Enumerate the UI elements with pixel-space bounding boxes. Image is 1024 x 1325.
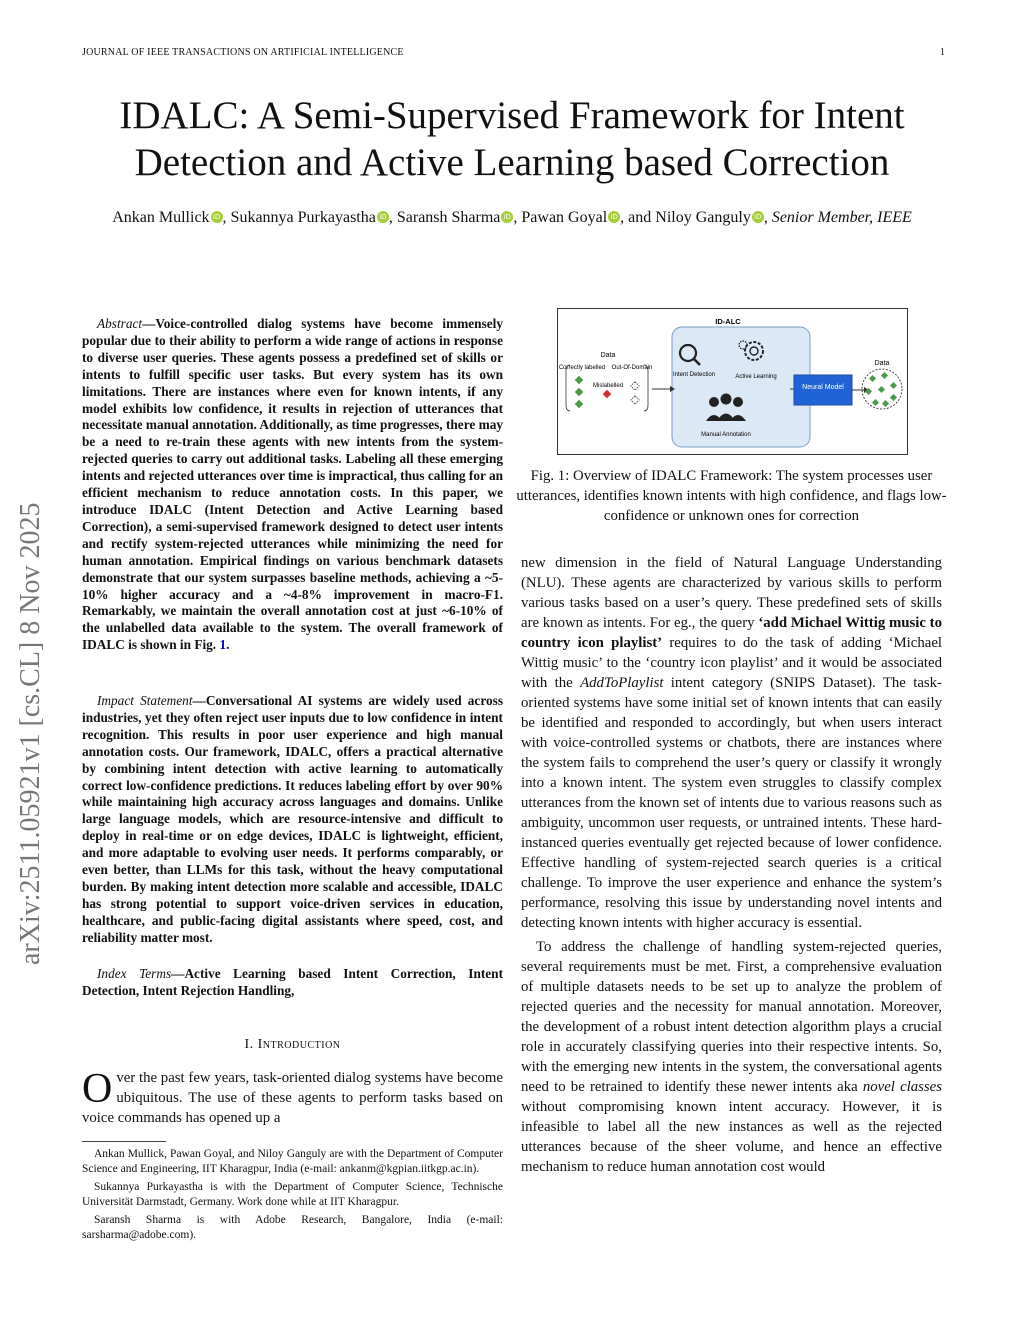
intent-name: AddToPlaylist — [580, 675, 664, 691]
orcid-icon[interactable]: iD — [608, 211, 620, 223]
author-name: Ankan Mullick — [112, 209, 210, 226]
right-column-text — [521, 553, 942, 1181]
paper-title: IDALC: A Semi-Supervised Framework for Intent Detection and Active Learning based Correction — [119, 94, 905, 184]
mislabelled-label: Mislabelled — [592, 383, 624, 389]
index-label: Index Terms — [97, 966, 172, 981]
ood-item-icon — [631, 396, 639, 404]
mislabelled-item-icon — [603, 390, 611, 398]
abstract-text: —Voice-controlled dialog systems have become immensely popular due to their ability to perform a wide range of actions in response to diverse user queries. These agents possess a predefined set of skills or intents to fulfill specific user tasks. But every system has its own limitations. There are instances where even for known intents, if any model exhibits low confidence, it results in rejection of utterances that necessitate manual annotation. Additionally, as time progresses, there may be a need to re-train these agents with new intents from the system-rejected queries to carry out additional tasks. Labeling all these emerging intents and rejected utterances over time is impractical, thus calling for an efficient mechanism to reduce annotation costs. In this paper, we introduce IDALC (Intent Detection and Active Learning based Correction), a semi-supervised framework designed to detect user intents and rectify system-rejected utterances while minimizing the need for human annotation. Empirical findings on various benchmark datasets demonstrate that our system surpasses baseline methods, achieving a ~5-10% higher accuracy and a ~4-8% improvement in macro-F1. Remarkably, we maintain the overall annotation cost at just ~6-10% of the unlabelled data available to the system. The overall framework of IDALC is shown in Fig. — [82, 316, 504, 653]
arxiv-stamp: arXiv:2511.05921v1 [cs.CL] 8 Nov 2025 — [15, 502, 46, 965]
people-icon — [709, 397, 719, 407]
orcid-icon[interactable]: iD — [211, 211, 223, 223]
novel-classes-term: novel classes — [862, 1079, 942, 1095]
right-bracket-icon — [644, 365, 648, 411]
impact-text: —Conversational AI systems are widely used across industries, yet they often reject user inputs due to low confidence in intent recognition. This results in poor user experience and high manual annotation costs. Our framework, IDALC, offers a practical alternative by combining intent detection with active learning to automatically correct low-confidence predictions. It reduces labeling effort by over 90% while maintaining high accuracy across languages and domains. Unlike large language models, which are resource-intensive and difficult to deploy in real-time or on edge devices, IDALC is lightweight, efficient, and more adaptable to evolving user needs. It performs comparably, or even better, than LLMs for this task, without the heavy computational burden. By making intent detection more scalable and accessible, IDALC has strong potential to support voice-driven services in education, healthcare, and public-facing digital assistants where speed, cost, and reliability matter most. — [82, 693, 503, 945]
idalc-header: ID-ALC — [715, 317, 741, 326]
figure-caption: Fig. 1: Overview of IDALC Framework: The system processes user utterances, identifies known intents with high confidence, and flags low-confidence or unknown ones for correction — [516, 468, 947, 524]
ood-item-icon — [631, 382, 639, 390]
manual-annotation-label: Manual Annotation — [701, 432, 751, 438]
index-text: —Active Learning based Intent Correction, Intent Detection, Intent Rejection Handling, — [82, 966, 503, 998]
author-name: Pawan Goyal — [521, 209, 608, 226]
author-suffix: , Senior Member, IEEE — [763, 209, 912, 226]
footnotes — [82, 1147, 503, 1246]
orcid-icon[interactable]: iD — [377, 211, 389, 223]
labelled-item-icon — [575, 388, 583, 396]
orcid-icon[interactable]: iD — [752, 211, 764, 223]
footnote: Ankan Mullick, Pawan Goyal, and Niloy Ganguly are with the Department of Computer Science and Engineering, IIT Kharagpur, India (e-mail: ankanm@kgpian.iitkgp.ac.in). — [82, 1148, 503, 1175]
section-heading: I. Introduction — [244, 1037, 341, 1052]
running-header: JOURNAL OF IEEE TRANSACTIONS ON ARTIFICIAL INTELLIGENCE — [82, 47, 404, 58]
neural-model-label: Neural Model — [802, 384, 844, 391]
index-terms — [82, 966, 503, 1000]
left-data-label: Data — [600, 352, 616, 359]
active-learning-label: Active Learning — [735, 374, 777, 380]
author-list: Ankan Mullick iD , Sukannya Purkayastha iD , Saransh Sharma iD , Pawan Goyal iD , and Niloy Ganguly iD , Senior Member, IEEE — [112, 209, 912, 226]
paragraph: To address the challenge of handling system-rejected queries, several requirements must be met. First, a comprehensive evaluation of multiple datasets needs to be set up to analyze the problem of rejected queries and the necessity for manual annotation. Moreover, the development of a robust intent detection algorithm plays a crucial role in accurately classifying queries into their respective intents. So, with the emerging new intents in the system, the conversational agents need to be retrained to identify these newer intents aka novel classes without compromising known intent accuracy. However, it is infeasible to label all the new instances as well as the rejected utterances because of the sheer volume, and hence an effective mechanism to reduce human annotation cost would — [521, 939, 942, 1175]
page-number: 1 — [940, 47, 945, 58]
author-name: Niloy Ganguly — [655, 209, 751, 226]
impact-statement — [82, 693, 503, 947]
out-of-domain-label: Out-Of-Domain — [611, 365, 653, 371]
correctly-labelled-label: Correctly labelled — [558, 365, 606, 371]
author-name: Saransh Sharma — [396, 209, 501, 226]
right-data-label: Data — [874, 360, 890, 367]
impact-label: Impact Statement — [97, 693, 193, 708]
footnote: Sukannya Purkayastha is with the Department of Computer Science, Technische Universität Darmstadt, Germany. Work done while at IIT Kharagpur. — [82, 1181, 503, 1208]
paragraph: new dimension in the field of Natural Language Understanding (NLU). These agents are characterized by various skills to perform various tasks based on a user’s query. These predefined sets of skills are known as intents. For eg., the query ‘add Michael Wittig music to country icon playlist’ requires to do the task of adding ‘Michael Wittig music’ to the ‘country icon playlist’ and it would be associated with the AddToPlaylist intent category (SNIPS Dataset). The task-oriented systems have some initial set of known intents that can easily be identified and responded to accordingly, but when users interact with voice-controlled systems or chatbots, there are instances where the system fails to comprehend the user’s query or classify it wrongly into a known intent. The system even struggles to classify complex utterances from the known set of intents due to various reasons such as ambiguity, uncommon user requests, or untrained intents. These hard-instanced queries eventually get rejected because of lower confidence. Effective handling of system-rejected search queries is a critical challenge. To improve the user experience and enhance the system’s performance, resolving this issue by understanding novel intents and detecting known intents with higher accuracy is essential. — [521, 555, 942, 931]
intent-detection-label: Intent Detection — [672, 372, 716, 378]
labelled-item-icon — [575, 400, 583, 408]
abstract-label: Abstract — [97, 316, 143, 331]
labelled-item-icon — [575, 376, 583, 384]
footnote-rule — [82, 1141, 166, 1142]
figure-1 — [557, 308, 908, 455]
left-bracket-icon — [566, 365, 570, 411]
author-name: Sukannya Purkayastha — [230, 209, 376, 226]
orcid-icon[interactable]: iD — [501, 211, 513, 223]
footnote: Saransh Sharma is with Adobe Research, Bangalore, India (e-mail: sarsharma@adobe.com). — [82, 1214, 503, 1241]
idalc-box — [672, 327, 810, 447]
example-query: ‘add Michael Wittig music to country icon playlist’ — [521, 615, 942, 651]
introduction-text: Over the past few years, task-oriented dialog systems have become ubiquitous. The use of these agents to perform tasks based on voice commands has opened up a — [82, 1066, 503, 1126]
abstract: Abstract—Voice-controlled dialog systems have become immensely popular due to their ability to perform a wide range of actions in response to diverse user queries. These agents possess a predefined set of skills or intents to fulfill specific user tasks. But every system has its own limitations. There are instances where even for known intents, if any model exhibits low confidence, it results in rejection of utterances that necessitate manual annotation. Additionally, as time progresses, there may be a need to re-train these agents with new intents from the system-rejected queries to carry out additional tasks. Labeling all these emerging intents and rejected utterances over time is impractical, thus calling for an efficient mechanism to reduce annotation costs. In this paper, we introduce IDALC (Intent Detection and Active Learning based Correction), a semi-supervised framework designed to detect user intents and rectify system-rejected utterances while minimizing the need for human annotation. Empirical findings on various benchmark datasets demonstrate that our system surpasses baseline methods, achieving a ~5-10% higher accuracy and a ~4-8% improvement in macro-F1. Remarkably, we maintain the overall annotation cost at just ~6-10% of the unlabelled data available to the system. The overall framework of IDALC is shown in Fig. 1. — [82, 316, 504, 653]
figure-link[interactable]: 1 — [219, 637, 227, 653]
drop-cap: O — [82, 1066, 113, 1112]
